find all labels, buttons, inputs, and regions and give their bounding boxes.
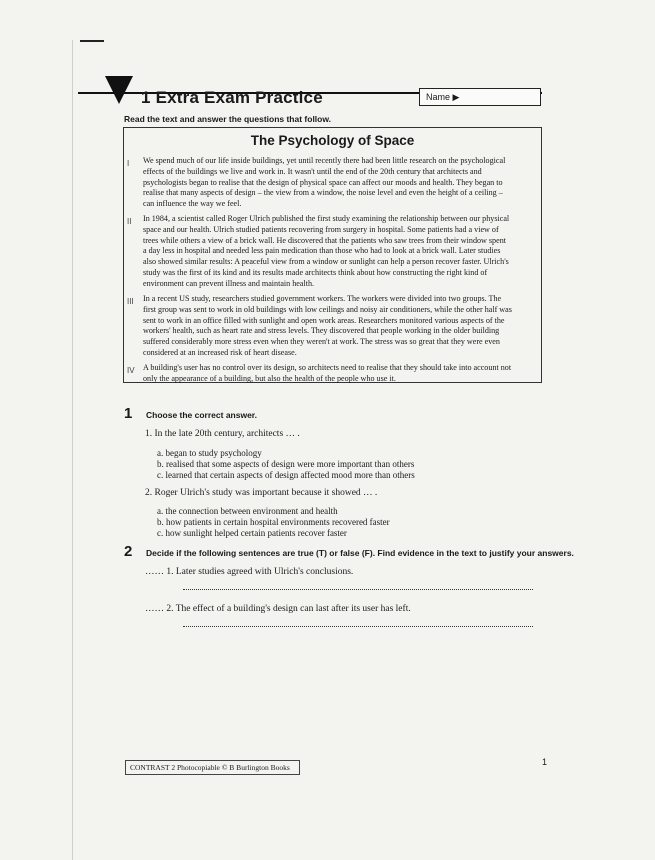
section-2-number: 2 bbox=[124, 543, 133, 560]
text-line: environment can prevent illness and maintain health. bbox=[143, 278, 315, 288]
paragraph-number: IV bbox=[127, 366, 135, 375]
text-line: first group was sent to work in old buildings with low ceilings and noisy air conditioners, while the other half was bbox=[143, 304, 512, 314]
paragraph-number: III bbox=[127, 297, 134, 306]
text-line: In a recent US study, researchers studied government workers. The workers were divided into two groups. The bbox=[143, 294, 502, 303]
text-line: We spend much of our life inside buildings, yet until recently there had been little research on the psychological bbox=[143, 156, 506, 165]
section-1-number: 1 bbox=[124, 405, 133, 422]
text-line: A building's user has no control over its design, so architects need to realise that they should take into account not bbox=[143, 363, 512, 372]
question-2-option-c[interactable]: c. how sunlight helped certain patients recover faster bbox=[157, 528, 347, 538]
question-1-option-c[interactable]: c. learned that certain aspects of design affected mood more than others bbox=[157, 470, 415, 480]
text-line: realise that many aspects of design – the view from a window, the noise level and even the height of a ceiling – bbox=[143, 188, 503, 198]
binder-mark bbox=[80, 40, 104, 42]
paragraph-3 bbox=[143, 294, 538, 359]
paragraph-4 bbox=[143, 363, 538, 385]
text-line: can influence the way we feel. bbox=[143, 199, 242, 209]
section-2-instruction: Decide if the following sentences are true (T) or false (F). Find evidence in the text to justify your answers. bbox=[146, 548, 574, 558]
text-line: a day less in hospital and needed less pain medication than those who had to look at a brick wall. Later studies bbox=[143, 246, 501, 256]
answer-line-2[interactable] bbox=[183, 626, 533, 627]
question-1-option-a[interactable]: a. began to study psychology bbox=[157, 448, 262, 458]
question-1-option-b[interactable]: b. realised that some aspects of design were more important than others bbox=[157, 459, 415, 469]
answer-line-1[interactable] bbox=[183, 589, 533, 590]
footer-copyright: CONTRAST 2 Photocopiable © B Burlington Books bbox=[125, 760, 300, 775]
text-line: space and our health. Ulrich studied patients recovering from surgery in hospital. Some patients had a view of bbox=[143, 224, 499, 234]
text-line: psychologists began to realise that the design of physical space can affect our moods and health. They began to bbox=[143, 177, 503, 187]
name-field[interactable] bbox=[419, 88, 541, 106]
text-line: study was the first of its kind and its results made architects think about how constructing the right kind of bbox=[143, 267, 488, 277]
text-line: also showed similar results: A peaceful view from a window or sunlight can help a person recover faster. Ulrich's bbox=[143, 257, 509, 267]
text-line: effects of the buildings we live and work in. It wasn't until the end of the 20th century that architects and bbox=[143, 166, 482, 176]
tf-statement-2: …… 2. The effect of a building's design can last after its user has left. bbox=[145, 604, 411, 614]
header-triangle-icon bbox=[105, 76, 133, 104]
text-line: sent to work in an office filled with sunlight and open work areas. Researchers monitored various aspects of the bbox=[143, 315, 505, 325]
question-2-option-b[interactable]: b. how patients in certain hospital environments recovered faster bbox=[157, 517, 390, 527]
paragraph-number: II bbox=[127, 217, 132, 226]
paragraph-number: I bbox=[127, 159, 130, 168]
question-2-option-a[interactable]: a. the connection between environment and health bbox=[157, 506, 338, 516]
unit-title: 1 Extra Exam Practice bbox=[141, 88, 323, 107]
page-number: 1 bbox=[542, 757, 548, 767]
tf-statement-1: …… 1. Later studies agreed with Ulrich's conclusions. bbox=[145, 567, 354, 577]
text-line: suffered considerably more stress even when they weren't at work. The stress was so great that they were even bbox=[143, 337, 500, 347]
paragraph-2 bbox=[143, 214, 538, 290]
page-margin-rule bbox=[72, 40, 73, 860]
question-2-stem: 2. Roger Ulrich's study was important because it showed … . bbox=[145, 488, 378, 498]
reading-instruction: Read the text and answer the questions that follow. bbox=[124, 114, 332, 124]
reading-title: The Psychology of Space bbox=[250, 133, 415, 148]
name-label: Name ▶ bbox=[426, 92, 460, 102]
text-line: considered at an increased risk of heart disease. bbox=[143, 347, 297, 357]
text-line: trees while others a view of a brick wall. He discovered that the patients who saw trees from their window spent bbox=[143, 235, 506, 245]
paragraph-1 bbox=[143, 156, 538, 210]
question-1-stem: 1. In the late 20th century, architects … . bbox=[145, 429, 300, 439]
text-line: only the appearance of a building, but also the health of the people who use it. bbox=[143, 373, 396, 383]
text-line: workers' health, such as heart rate and stress levels. They discovered that people working in the older building bbox=[143, 326, 500, 336]
section-1-instruction: Choose the correct answer. bbox=[146, 410, 258, 420]
text-line: In 1984, a scientist called Roger Ulrich published the first study examining the relationship between our physical bbox=[143, 214, 510, 223]
